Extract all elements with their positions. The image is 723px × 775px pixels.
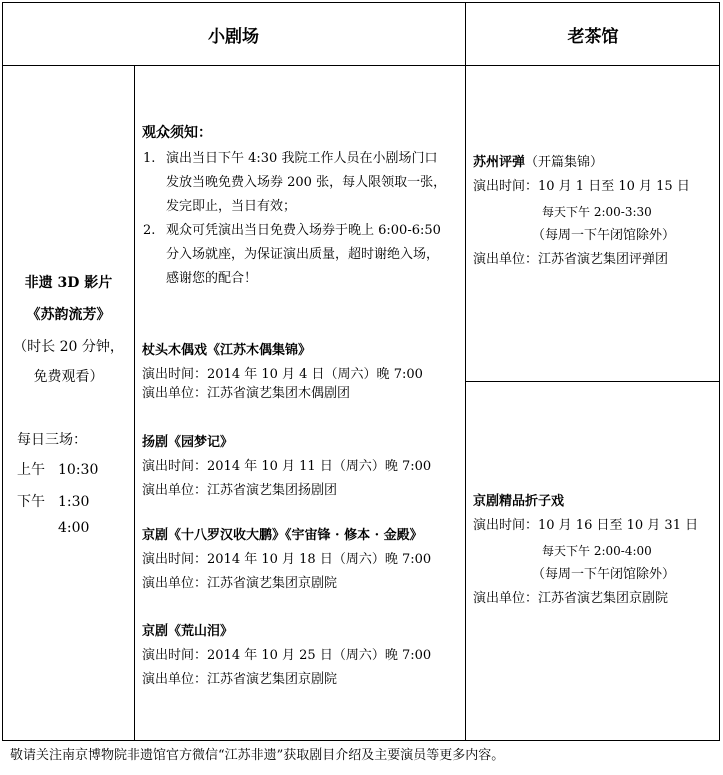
film-am-time: 10:30 — [58, 462, 99, 478]
film-title: 《苏韵流芳》 — [26, 307, 111, 323]
teahouse-hours: 每天下午 2:00-4:00 — [542, 544, 652, 558]
notice-item-line: 发完即止，当日有效； — [166, 199, 297, 214]
notice-item-line: 发放当晚免费入场券 200 张，每人限领取一张， — [166, 175, 447, 190]
teahouse-unit: 演出单位：江苏省演艺集团评弹团 — [473, 252, 669, 267]
show-unit: 演出单位：江苏省演艺集团木偶剧团 — [142, 386, 351, 401]
notice-title: 观众须知： — [142, 125, 212, 141]
show-title: 京剧《十八罗汉收大鹏》《宇宙锋 · 修本 · 金殿》 — [142, 528, 423, 543]
teahouse-show-title — [473, 153, 603, 173]
film-duration: （时长 20 分钟， — [13, 339, 124, 355]
teahouse-hours: 每天下午 2:00-3:30 — [542, 205, 652, 219]
show-title: 京剧《荒山泪》 — [142, 624, 234, 639]
notice-item-number: 2. — [143, 223, 156, 238]
teahouse-time: 演出时间：10 月 1 日至 10 月 15 日 — [473, 179, 690, 194]
notice-item-line: 观众可凭演出当日免费入场券于晚上 6:00-6:50 — [166, 223, 441, 238]
notice-item-number: 1. — [143, 151, 156, 166]
teahouse-title: 京剧精品折子戏 — [473, 494, 565, 509]
film-pm-time-1: 1:30 — [58, 494, 90, 510]
film-pm-time-2: 4:00 — [58, 520, 90, 536]
notice-item-line: 演出当日下午 4:30 我院工作人员在小剧场门口 — [166, 151, 438, 166]
show-title: 扬剧《园梦记》 — [142, 435, 234, 450]
teahouse-unit: 演出单位：江苏省演艺集团京剧院 — [473, 591, 669, 606]
show-unit: 演出单位：江苏省演艺集团京剧院 — [142, 672, 338, 687]
divider-vertical-main — [465, 2, 466, 741]
header-teahouse: 老茶馆 — [567, 27, 619, 47]
film-pm-label: 下午 — [17, 494, 45, 510]
show-title: 杖头木偶戏《江苏木偶集锦》 — [142, 343, 312, 358]
footer-note: 敬请关注南京博物院非遗馆官方微信“江苏非遗”获取剧目介绍及主要演员等更多内容。 — [10, 748, 505, 763]
show-unit: 演出单位：江苏省演艺集团扬剧团 — [142, 483, 338, 498]
divider-header — [2, 65, 720, 66]
show-time: 演出时间：2014 年 10 月 4 日（周六）晚 7:00 — [142, 367, 423, 382]
teahouse-subtitle: （开篇集锦） — [525, 155, 604, 170]
teahouse-closed: （每周一下午闭馆除外） — [532, 228, 676, 243]
film-category: 非遗 3D 影片 — [24, 275, 113, 291]
header-small-theater: 小剧场 — [208, 27, 259, 47]
notice-item-line: 感谢您的配合！ — [166, 271, 258, 286]
teahouse-time: 演出时间：10 月 16 日至 10 月 31 日 — [473, 518, 699, 533]
divider-vertical-left — [134, 65, 135, 741]
divider-teahouse — [465, 381, 720, 382]
show-time: 演出时间：2014 年 10 月 25 日（周六）晚 7:00 — [142, 648, 432, 663]
teahouse-closed: （每周一下午闭馆除外） — [532, 567, 676, 582]
show-unit: 演出单位：江苏省演艺集团京剧院 — [142, 576, 338, 591]
film-daily-label: 每日三场： — [17, 432, 87, 448]
teahouse-title: 苏州评弹 — [473, 155, 526, 170]
film-am-label: 上午 — [17, 462, 45, 478]
notice-item-line: 分入场就座，为保证演出质量，超时谢绝入场， — [166, 247, 440, 262]
show-time: 演出时间：2014 年 10 月 11 日（周六）晚 7:00 — [142, 459, 432, 474]
show-time: 演出时间：2014 年 10 月 18 日（周六）晚 7:00 — [142, 552, 432, 567]
film-free: 免费观看） — [33, 369, 104, 385]
